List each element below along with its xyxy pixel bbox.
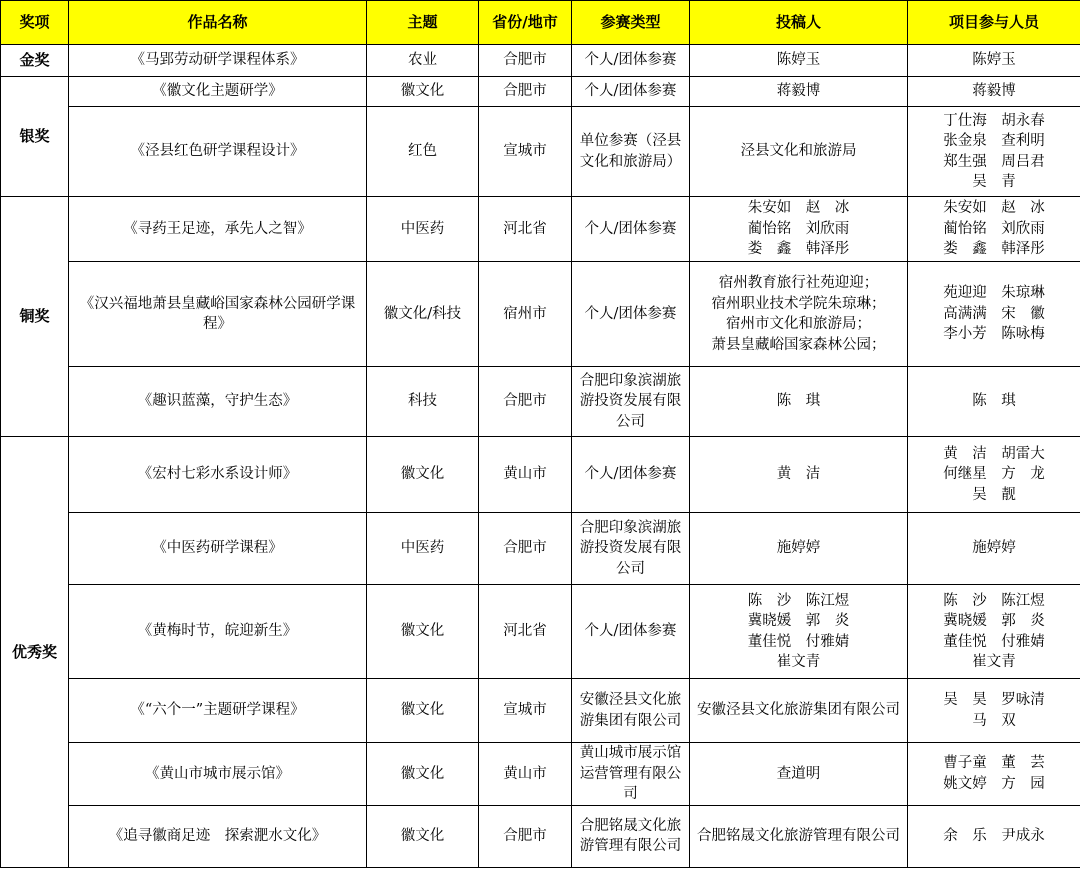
work-title bbox=[69, 107, 367, 197]
work-title bbox=[69, 197, 367, 262]
theme bbox=[367, 513, 479, 585]
participants bbox=[908, 437, 1080, 513]
entry-type-text: 个人/团体参赛 bbox=[584, 623, 677, 640]
submitter bbox=[690, 743, 908, 806]
theme-text: 中医药 bbox=[400, 220, 445, 237]
region-text: 宣城市 bbox=[503, 143, 547, 160]
participants bbox=[908, 197, 1080, 262]
region-text: 河北省 bbox=[503, 623, 547, 640]
submitter-text: 泾县文化和旅游局 bbox=[740, 143, 857, 160]
region-text: 黄山市 bbox=[503, 765, 547, 782]
theme-text: 徽文化 bbox=[400, 623, 445, 640]
theme-text: 徽文化 bbox=[400, 466, 445, 483]
entry-type-text: 安徽泾县文化旅游集团有限公司 bbox=[579, 692, 682, 729]
entry-type-text: 个人/团体参赛 bbox=[584, 466, 677, 483]
theme bbox=[367, 262, 479, 367]
header-title: 作品名称 bbox=[69, 1, 367, 45]
submitter bbox=[690, 197, 908, 262]
work-title-text: 《趣识蓝藻，守护生态》 bbox=[137, 393, 298, 410]
entry-type-text: 合肥印象滨湖旅游投资发展有限公司 bbox=[579, 519, 682, 577]
work-title bbox=[69, 45, 367, 77]
entry-type bbox=[572, 367, 690, 437]
entry-type bbox=[572, 437, 690, 513]
region bbox=[479, 197, 572, 262]
participants-line: 郑生强 周吕君 bbox=[943, 153, 1045, 170]
region bbox=[479, 513, 572, 585]
header-theme: 主题 bbox=[367, 1, 479, 45]
theme bbox=[367, 585, 479, 679]
region-text: 合肥市 bbox=[503, 393, 547, 410]
entry-type bbox=[572, 77, 690, 107]
submitter-text: 安徽泾县文化旅游集团有限公司 bbox=[697, 702, 900, 719]
theme bbox=[367, 45, 479, 77]
theme-text: 徽文化 bbox=[400, 765, 445, 782]
participants bbox=[908, 262, 1080, 367]
participants-text: 陈 琪 bbox=[972, 393, 1016, 410]
work-title-text: 《追寻徽商足迹 探索淝水文化》 bbox=[108, 827, 327, 844]
region bbox=[479, 45, 572, 77]
submitter-line: 宿州教育旅行社苑迎迎； bbox=[718, 275, 879, 291]
theme bbox=[367, 367, 479, 437]
header-type: 参赛类型 bbox=[572, 1, 690, 45]
entry-type-text: 个人/团体参赛 bbox=[584, 83, 677, 100]
submitter bbox=[690, 262, 908, 367]
submitter-line: 董佳悦 付雅婧 bbox=[747, 633, 850, 650]
theme-text: 农业 bbox=[408, 52, 437, 69]
participants-line: 董佳悦 付雅婧 bbox=[943, 633, 1045, 650]
work-title-text: 《马郢劳动研学课程体系》 bbox=[130, 52, 305, 69]
participants-line: 娄 鑫 韩泽彤 bbox=[943, 241, 1045, 258]
entry-type-text: 合肥印象滨湖旅游投资发展有限公司 bbox=[579, 372, 682, 430]
work-title bbox=[69, 743, 367, 806]
table-row bbox=[1, 197, 1080, 262]
participants-line: 冀晓媛 郭 炎 bbox=[943, 613, 1045, 629]
region-text: 宣城市 bbox=[503, 702, 547, 719]
region bbox=[479, 107, 572, 197]
participants-line: 李小芳 陈咏梅 bbox=[943, 326, 1045, 343]
submitter bbox=[690, 45, 908, 77]
work-title bbox=[69, 262, 367, 367]
entry-type bbox=[572, 805, 690, 867]
entry-type-text: 黄山城市展示馆运营管理有限公司 bbox=[579, 745, 682, 802]
participants-line: 苑迎迎 朱琼琳 bbox=[943, 285, 1045, 302]
entry-type bbox=[572, 679, 690, 743]
submitter-line: 萧县皇藏峪国家森林公园； bbox=[711, 336, 886, 353]
submitter-line: 宿州市文化和旅游局； bbox=[726, 316, 871, 332]
award-excellent: 优秀奖 bbox=[1, 437, 69, 868]
participants-line: 崔文青 bbox=[972, 654, 1016, 670]
theme-text: 中医药 bbox=[400, 540, 445, 557]
region bbox=[479, 437, 572, 513]
work-title-text: 《黄山市城市展示馆》 bbox=[145, 765, 290, 782]
participants-line: 陈 沙 陈江煜 bbox=[943, 592, 1045, 609]
entry-type bbox=[572, 45, 690, 77]
participants-line: 蔺怡铭 刘欣雨 bbox=[943, 220, 1045, 237]
submitter-line: 蔺怡铭 刘欣雨 bbox=[747, 220, 850, 237]
participants-text: 陈婷玉 bbox=[972, 52, 1016, 69]
work-title bbox=[69, 437, 367, 513]
entry-type bbox=[572, 585, 690, 679]
theme bbox=[367, 805, 479, 867]
region bbox=[479, 805, 572, 867]
region-text: 河北省 bbox=[503, 220, 547, 237]
theme bbox=[367, 437, 479, 513]
theme bbox=[367, 77, 479, 107]
table-row bbox=[1, 437, 1080, 513]
work-title-text: 《“六个一”主题研学课程》 bbox=[130, 702, 305, 719]
work-title-text: 《中医药研学课程》 bbox=[152, 540, 283, 557]
submitter-line: 朱安如 赵 冰 bbox=[747, 200, 850, 217]
theme-text: 科技 bbox=[408, 393, 437, 410]
participants-line: 姚文婷 方 园 bbox=[943, 775, 1045, 792]
entry-type bbox=[572, 107, 690, 197]
work-title bbox=[69, 77, 367, 107]
entry-type-text: 合肥铭晟文化旅游管理有限公司 bbox=[579, 817, 682, 854]
participants-text: 余 乐 尹成永 bbox=[943, 827, 1045, 844]
participants-text: 施婷婷 bbox=[972, 540, 1016, 557]
submitter bbox=[690, 367, 908, 437]
header-participants: 项目参与人员 bbox=[908, 1, 1080, 45]
entry-type-text: 单位参赛（泾县文化和旅游局） bbox=[579, 133, 682, 170]
participants bbox=[908, 513, 1080, 585]
theme-text: 徽文化/科技 bbox=[383, 305, 462, 322]
submitter bbox=[690, 437, 908, 513]
submitter-text: 陈婷玉 bbox=[776, 52, 821, 69]
submitter-line: 冀晓媛 郭 炎 bbox=[747, 613, 850, 629]
header-region: 省份/地市 bbox=[479, 1, 572, 45]
header-row bbox=[1, 1, 1080, 45]
participants bbox=[908, 367, 1080, 437]
table-row bbox=[1, 743, 1080, 806]
participants-line: 黄 洁 胡雷大 bbox=[943, 445, 1045, 462]
header-submitter: 投稿人 bbox=[690, 1, 908, 45]
entry-type bbox=[572, 197, 690, 262]
participants-line: 朱安如 赵 冰 bbox=[943, 200, 1045, 217]
region-text: 黄山市 bbox=[503, 466, 547, 483]
submitter-line: 陈 沙 陈江煜 bbox=[747, 592, 850, 609]
submitter bbox=[690, 77, 908, 107]
participants-line: 吴 青 bbox=[972, 174, 1016, 190]
region-text: 宿州市 bbox=[503, 305, 547, 322]
table-row bbox=[1, 107, 1080, 197]
participants bbox=[908, 77, 1080, 107]
table-row bbox=[1, 585, 1080, 679]
region bbox=[479, 77, 572, 107]
entry-type-text: 个人/团体参赛 bbox=[584, 220, 677, 237]
entry-type-text: 个人/团体参赛 bbox=[584, 305, 677, 322]
work-title-text: 《黄梅时节，皖迎新生》 bbox=[137, 623, 298, 640]
region bbox=[479, 743, 572, 806]
table-row bbox=[1, 45, 1080, 77]
award-gold: 金奖 bbox=[1, 45, 69, 77]
participants-line: 高满满 宋 徽 bbox=[943, 305, 1045, 322]
award-bronze: 铜奖 bbox=[1, 197, 69, 437]
theme-text: 红色 bbox=[408, 143, 437, 160]
submitter bbox=[690, 679, 908, 743]
participants-line: 丁仕海 胡永春 bbox=[943, 112, 1045, 129]
work-title bbox=[69, 367, 367, 437]
entry-type bbox=[572, 262, 690, 367]
work-title bbox=[69, 805, 367, 867]
participants-text: 蒋毅博 bbox=[972, 83, 1016, 100]
theme-text: 徽文化 bbox=[400, 702, 445, 719]
table-row bbox=[1, 513, 1080, 585]
submitter-line: 娄 鑫 韩泽彤 bbox=[747, 241, 850, 258]
submitter-text: 查道明 bbox=[776, 765, 821, 782]
submitter-line: 崔文青 bbox=[776, 654, 821, 670]
submitter-line: 宿州职业技术学院朱琼琳； bbox=[711, 295, 886, 312]
entry-type-text: 个人/团体参赛 bbox=[584, 52, 677, 69]
entry-type bbox=[572, 743, 690, 806]
work-title-text: 《徽文化主题研学》 bbox=[152, 83, 283, 100]
participants-line: 曹子童 董 芸 bbox=[943, 755, 1045, 772]
submitter bbox=[690, 805, 908, 867]
theme-text: 徽文化 bbox=[400, 83, 445, 100]
participants bbox=[908, 45, 1080, 77]
participants-line: 何继星 方 龙 bbox=[943, 466, 1045, 483]
work-title bbox=[69, 679, 367, 743]
participants-line: 吴 昊 罗咏清 bbox=[943, 692, 1045, 708]
region-text: 合肥市 bbox=[503, 540, 547, 557]
submitter-text: 陈 琪 bbox=[776, 393, 821, 410]
work-title-text: 《宏村七彩水系设计师》 bbox=[137, 466, 298, 483]
participants bbox=[908, 743, 1080, 806]
submitter-text: 黄 洁 bbox=[776, 466, 821, 483]
theme bbox=[367, 197, 479, 262]
work-title bbox=[69, 585, 367, 679]
theme-text: 徽文化 bbox=[400, 827, 445, 844]
entry-type bbox=[572, 513, 690, 585]
submitter bbox=[690, 585, 908, 679]
header-award: 奖项 bbox=[1, 1, 69, 45]
work-title-text: 《泾县红色研学课程设计》 bbox=[130, 143, 305, 160]
theme bbox=[367, 107, 479, 197]
table-row bbox=[1, 805, 1080, 867]
participants-line: 马 双 bbox=[972, 712, 1016, 729]
participants bbox=[908, 805, 1080, 867]
work-title bbox=[69, 513, 367, 585]
work-title-text: 《汉兴福地萧县皇藏峪国家森林公园研学课程》 bbox=[79, 295, 356, 332]
region-text: 合肥市 bbox=[503, 83, 547, 100]
submitter-text: 蒋毅博 bbox=[776, 83, 821, 100]
submitter bbox=[690, 513, 908, 585]
region-text: 合肥市 bbox=[503, 52, 547, 69]
participants bbox=[908, 107, 1080, 197]
work-title-text: 《寻药王足迹，承先人之智》 bbox=[123, 220, 312, 237]
region bbox=[479, 367, 572, 437]
participants-line: 吴 靓 bbox=[972, 486, 1016, 503]
theme bbox=[367, 743, 479, 806]
submitter-text: 施婷婷 bbox=[776, 540, 821, 557]
submitter-text: 合肥铭晟文化旅游管理有限公司 bbox=[697, 827, 900, 844]
table-row bbox=[1, 367, 1080, 437]
table-row bbox=[1, 679, 1080, 743]
region bbox=[479, 679, 572, 743]
table-row bbox=[1, 77, 1080, 107]
submitter bbox=[690, 107, 908, 197]
region bbox=[479, 585, 572, 679]
participants bbox=[908, 679, 1080, 743]
participants bbox=[908, 585, 1080, 679]
region-text: 合肥市 bbox=[503, 827, 547, 844]
award-silver: 银奖 bbox=[1, 77, 69, 197]
participants-line: 张金泉 查利明 bbox=[943, 133, 1045, 149]
theme bbox=[367, 679, 479, 743]
region bbox=[479, 262, 572, 367]
table-row bbox=[1, 262, 1080, 367]
